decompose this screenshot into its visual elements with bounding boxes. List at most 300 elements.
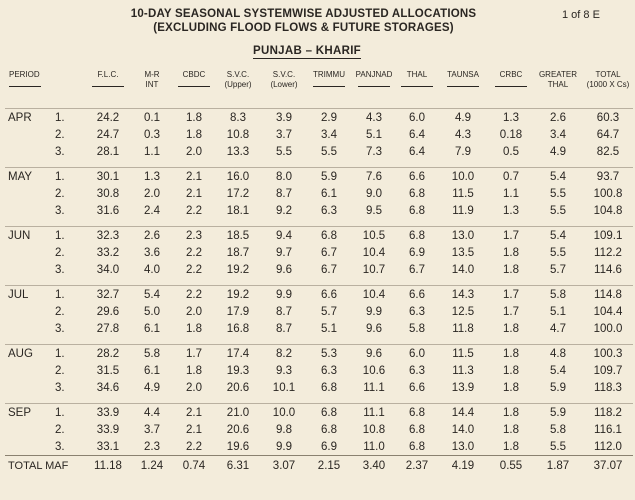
col-header-panjnad: PANJNAD — [351, 70, 397, 109]
cell-mr-int: 0.3 — [144, 128, 160, 141]
spacer-cell — [5, 337, 633, 345]
cell-taunsa: 10.0 — [437, 168, 489, 186]
cell-total: 116.1 — [594, 423, 622, 436]
table-row — [5, 379, 633, 396]
col-header-mr-int: M-R INT — [144, 70, 160, 89]
col-header-svc-upper: S.V.C. (Upper) — [224, 70, 252, 89]
cell-greater-thal: 4.8 — [533, 345, 583, 363]
month-label: MAY — [5, 168, 55, 186]
cell-total: 104.8 — [593, 204, 623, 217]
cell-total: 112.2 — [594, 246, 622, 259]
period-index: 1. — [55, 227, 85, 245]
cell-svc-lower: 8.0 — [261, 168, 307, 186]
cell-greater-thal: 5.7 — [550, 263, 566, 276]
cell-panjnad: 10.8 — [362, 423, 386, 436]
cell-greater-thal: 5.1 — [550, 305, 566, 318]
col-header-svc-lower: S.V.C. (Lower) — [270, 70, 298, 89]
cell-flc: 32.7 — [85, 286, 131, 304]
table-row — [5, 227, 633, 245]
cell-taunsa: 14.0 — [451, 423, 475, 436]
cell-trimmu: 5.9 — [307, 168, 351, 186]
cell-cbdc: 2.1 — [173, 168, 215, 186]
cell-total: 100.0 — [593, 322, 623, 335]
cell-svc-lower: 9.2 — [276, 204, 292, 217]
row-spacer — [5, 278, 633, 286]
cell-thal: 6.8 — [409, 440, 425, 453]
cell-trimmu: 6.1 — [321, 187, 337, 200]
table-row — [5, 244, 633, 261]
cell-cbdc: 1.8 — [186, 364, 202, 377]
document-subtitle-exclusions: (EXCLUDING FLOOD FLOWS & FUTURE STORAGES) — [153, 22, 454, 34]
table-row — [5, 143, 633, 160]
table-row — [5, 320, 633, 337]
cell-cbdc: 2.1 — [186, 187, 202, 200]
cell-thal: 6.4 — [409, 128, 425, 141]
col-header-cbdc: CBDC — [173, 70, 215, 109]
period-index: 3. — [55, 204, 65, 217]
cell-trimmu: 6.8 — [321, 423, 337, 436]
cell-panjnad: 9.6 — [351, 345, 397, 363]
cell-crbc: 1.8 — [489, 404, 533, 422]
cell-taunsa: 11.3 — [452, 364, 474, 377]
cell-mr-int: 4.4 — [131, 404, 173, 422]
cell-svc-upper: 16.0 — [215, 168, 261, 186]
cell-thal: 6.8 — [409, 423, 425, 436]
col-header-taunsa: TAUNSA — [437, 70, 489, 109]
period-index: 2. — [55, 246, 65, 259]
cell-panjnad: 10.5 — [351, 227, 397, 245]
month-label: AUG — [5, 345, 55, 363]
cell-total: 104.4 — [593, 305, 623, 318]
month-label — [5, 126, 55, 143]
cell-taunsa: 14.4 — [437, 404, 489, 422]
period-index: 3. — [55, 322, 65, 335]
cell-crbc: 0.5 — [503, 145, 519, 158]
cell-thal: 6.0 — [397, 109, 437, 127]
cell-total: 100.8 — [593, 187, 623, 200]
cell-taunsa: 11.8 — [452, 322, 474, 335]
cell-svc-upper: 16.8 — [226, 322, 250, 335]
cell-crbc: 1.8 — [503, 440, 519, 453]
total-total: 37.07 — [583, 456, 633, 477]
cell-svc-lower: 9.8 — [276, 423, 292, 436]
period-index: 1. — [55, 109, 85, 127]
total-trimmu: 2.15 — [307, 456, 351, 477]
page-number: 1 of 8 E — [562, 9, 600, 21]
cell-greater-thal: 4.9 — [550, 145, 566, 158]
col-header-trimmu: TRIMMU — [307, 70, 351, 109]
row-spacer — [5, 219, 633, 227]
cell-panjnad: 7.6 — [351, 168, 397, 186]
cell-flc: 28.2 — [85, 345, 131, 363]
month-label — [5, 261, 55, 278]
cell-crbc: 1.7 — [489, 286, 533, 304]
period-index: 1. — [55, 404, 85, 422]
period-index: 2. — [55, 187, 65, 200]
cell-cbdc: 2.2 — [186, 204, 202, 217]
cell-trimmu: 5.5 — [321, 145, 337, 158]
cell-panjnad: 11.0 — [363, 440, 385, 453]
month-label — [5, 303, 55, 320]
table-row — [5, 438, 633, 456]
cell-trimmu: 6.9 — [321, 440, 337, 453]
cell-panjnad: 4.3 — [351, 109, 397, 127]
cell-mr-int: 6.1 — [144, 322, 160, 335]
cell-svc-upper: 19.6 — [226, 440, 250, 453]
cell-svc-lower: 8.7 — [276, 187, 292, 200]
cell-cbdc: 1.8 — [173, 109, 215, 127]
table-row — [5, 109, 633, 127]
cell-svc-lower: 8.2 — [261, 345, 307, 363]
cell-mr-int: 5.8 — [131, 345, 173, 363]
cell-taunsa: 11.5 — [452, 187, 474, 200]
cell-panjnad: 10.6 — [362, 364, 386, 377]
cell-cbdc: 2.0 — [186, 381, 202, 394]
cell-flc: 34.0 — [96, 263, 120, 276]
table-row — [5, 303, 633, 320]
cell-total: 64.7 — [596, 128, 620, 141]
table-row — [5, 286, 633, 304]
month-label — [5, 244, 55, 261]
cell-crbc: 1.8 — [503, 322, 519, 335]
cell-flc: 34.6 — [96, 381, 120, 394]
cell-mr-int: 2.6 — [131, 227, 173, 245]
cell-crbc: 1.1 — [503, 187, 519, 200]
cell-greater-thal: 3.4 — [550, 128, 566, 141]
cell-panjnad: 11.1 — [363, 381, 385, 394]
cell-greater-thal: 4.7 — [550, 322, 566, 335]
period-index: 2. — [55, 364, 65, 377]
cell-trimmu: 5.1 — [321, 322, 337, 335]
cell-trimmu: 6.3 — [321, 364, 337, 377]
total-flc: 11.18 — [85, 456, 131, 477]
cell-thal: 6.6 — [397, 168, 437, 186]
month-label — [5, 421, 55, 438]
cell-mr-int: 4.0 — [144, 263, 160, 276]
period-index: 1. — [55, 286, 85, 304]
cell-svc-lower: 10.0 — [261, 404, 307, 422]
spacer-cell — [5, 160, 633, 168]
cell-flc: 31.6 — [96, 204, 120, 217]
cell-flc: 31.5 — [96, 364, 120, 377]
table-row — [5, 202, 633, 219]
cell-trimmu: 6.3 — [321, 204, 337, 217]
cell-crbc: 1.7 — [489, 227, 533, 245]
month-label — [5, 379, 55, 396]
cell-trimmu: 3.4 — [321, 128, 337, 141]
cell-panjnad: 5.1 — [366, 128, 382, 141]
cell-cbdc: 2.2 — [173, 286, 215, 304]
cell-trimmu: 6.7 — [321, 263, 337, 276]
cell-svc-upper: 19.2 — [226, 263, 250, 276]
table-row — [5, 404, 633, 422]
table-row — [5, 185, 633, 202]
cell-svc-upper: 20.6 — [226, 423, 250, 436]
month-label: JUL — [5, 286, 55, 304]
total-thal: 2.37 — [397, 456, 437, 477]
table-row — [5, 168, 633, 186]
allocation-table — [5, 70, 633, 476]
total-row — [5, 456, 633, 477]
cell-taunsa: 13.0 — [451, 440, 475, 453]
total-panjnad: 3.40 — [351, 456, 397, 477]
cell-svc-lower: 8.7 — [276, 305, 292, 318]
period-index: 2. — [55, 128, 65, 141]
cell-cbdc: 2.1 — [186, 423, 202, 436]
cell-greater-thal: 5.9 — [550, 381, 566, 394]
document-title: 10-DAY SEASONAL SYSTEMWISE ADJUSTED ALLOCATIONS — [130, 8, 477, 20]
total-svc-lower: 3.07 — [261, 456, 307, 477]
total-crbc: 0.55 — [489, 456, 533, 477]
cell-mr-int: 3.6 — [144, 246, 160, 259]
cell-panjnad: 11.1 — [351, 404, 397, 422]
cell-thal: 6.4 — [409, 145, 425, 158]
cell-greater-thal: 5.5 — [550, 246, 566, 259]
cell-flc: 32.3 — [85, 227, 131, 245]
cell-flc: 33.9 — [96, 423, 120, 436]
cell-taunsa: 13.0 — [437, 227, 489, 245]
period-index: 1. — [55, 168, 85, 186]
spacer-cell — [5, 396, 633, 404]
cell-cbdc: 2.2 — [186, 263, 202, 276]
cell-trimmu: 6.7 — [321, 246, 337, 259]
cell-taunsa: 13.9 — [451, 381, 475, 394]
cell-thal: 6.6 — [397, 286, 437, 304]
row-spacer — [5, 337, 633, 345]
cell-mr-int: 5.0 — [144, 305, 160, 318]
cell-trimmu: 5.7 — [321, 305, 337, 318]
cell-crbc: 1.8 — [489, 345, 533, 363]
cell-cbdc: 2.2 — [186, 440, 202, 453]
cell-thal: 6.0 — [397, 345, 437, 363]
cell-mr-int: 0.1 — [131, 109, 173, 127]
cell-thal: 6.8 — [409, 204, 425, 217]
cell-mr-int: 1.3 — [131, 168, 173, 186]
cell-total: 109.7 — [593, 364, 623, 377]
row-spacer — [5, 160, 633, 168]
cell-crbc: 1.8 — [503, 263, 519, 276]
cell-svc-upper: 19.3 — [226, 364, 250, 377]
table-row — [5, 362, 633, 379]
cell-trimmu: 6.8 — [321, 381, 337, 394]
col-header-total: TOTAL (1000 X Cs) — [586, 70, 630, 89]
cell-svc-upper: 18.5 — [215, 227, 261, 245]
cell-panjnad: 7.3 — [366, 145, 382, 158]
cell-flc: 30.1 — [85, 168, 131, 186]
cell-greater-thal: 5.9 — [533, 404, 583, 422]
table-row — [5, 126, 633, 143]
cell-taunsa: 4.9 — [437, 109, 489, 127]
col-header-flc: F.L.C. — [85, 70, 131, 109]
table-row — [5, 261, 633, 278]
cell-svc-upper: 10.8 — [226, 128, 250, 141]
total-greater-thal: 1.87 — [533, 456, 583, 477]
cell-greater-thal: 5.4 — [550, 364, 566, 377]
cell-svc-lower: 5.5 — [276, 145, 292, 158]
cell-total: 100.3 — [583, 345, 633, 363]
cell-trimmu: 2.9 — [307, 109, 351, 127]
table-row — [5, 421, 633, 438]
month-label — [5, 143, 55, 160]
period-index: 3. — [55, 263, 65, 276]
cell-svc-upper: 18.1 — [226, 204, 250, 217]
col-header-thal: THAL — [397, 70, 437, 109]
cell-thal: 6.3 — [409, 305, 425, 318]
cell-mr-int: 6.1 — [144, 364, 160, 377]
spacer-cell — [5, 278, 633, 286]
cell-crbc: 1.8 — [503, 381, 519, 394]
cell-svc-upper: 21.0 — [215, 404, 261, 422]
table-body — [5, 109, 633, 477]
cell-thal: 6.6 — [409, 381, 425, 394]
cell-svc-lower: 9.3 — [276, 364, 292, 377]
cell-taunsa: 7.9 — [455, 145, 471, 158]
month-label: JUN — [5, 227, 55, 245]
cell-crbc: 1.8 — [503, 364, 519, 377]
cell-cbdc: 1.7 — [173, 345, 215, 363]
header-row — [5, 70, 633, 109]
row-spacer — [5, 396, 633, 404]
cell-mr-int: 4.9 — [144, 381, 160, 394]
cell-svc-upper: 20.6 — [226, 381, 250, 394]
cell-cbdc: 1.8 — [186, 128, 202, 141]
cell-trimmu: 6.8 — [307, 404, 351, 422]
cell-taunsa: 13.5 — [451, 246, 475, 259]
cell-flc: 33.9 — [85, 404, 131, 422]
cell-total: 114.6 — [594, 263, 622, 276]
month-label — [5, 438, 55, 456]
cell-flc: 27.8 — [96, 322, 120, 335]
cell-taunsa: 11.5 — [437, 345, 489, 363]
cell-thal: 6.8 — [409, 187, 425, 200]
cell-mr-int: 2.4 — [144, 204, 160, 217]
cell-flc: 33.1 — [96, 440, 120, 453]
cell-taunsa: 14.0 — [451, 263, 475, 276]
cell-trimmu: 5.3 — [307, 345, 351, 363]
cell-total: 118.2 — [583, 404, 633, 422]
cell-total: 112.0 — [594, 440, 622, 453]
cell-flc: 24.2 — [85, 109, 131, 127]
month-label: APR — [5, 109, 55, 127]
cell-greater-thal: 5.8 — [550, 423, 566, 436]
cell-crbc: 1.3 — [503, 204, 519, 217]
cell-thal: 6.9 — [409, 246, 425, 259]
cell-total: 109.1 — [583, 227, 633, 245]
cell-svc-lower: 9.7 — [276, 246, 292, 259]
cell-svc-lower: 3.7 — [276, 128, 292, 141]
period-index: 1. — [55, 345, 85, 363]
cell-svc-lower: 9.6 — [276, 263, 292, 276]
cell-mr-int: 2.3 — [144, 440, 160, 453]
cell-svc-upper: 13.3 — [226, 145, 250, 158]
cell-thal: 6.8 — [397, 404, 437, 422]
cell-panjnad: 10.4 — [351, 286, 397, 304]
cell-flc: 28.1 — [96, 145, 120, 158]
cell-panjnad: 10.7 — [362, 263, 386, 276]
cell-panjnad: 9.6 — [366, 322, 382, 335]
cell-cbdc: 2.2 — [186, 246, 202, 259]
month-label — [5, 362, 55, 379]
cell-svc-lower: 9.9 — [276, 440, 292, 453]
cell-panjnad: 9.5 — [366, 204, 382, 217]
cell-flc: 24.7 — [96, 128, 120, 141]
total-svc-upper: 6.31 — [215, 456, 261, 477]
cell-flc: 30.8 — [96, 187, 120, 200]
cell-svc-upper: 17.4 — [215, 345, 261, 363]
cell-greater-thal: 5.5 — [550, 204, 566, 217]
col-header-greater-thal: GREATER THAL — [538, 70, 578, 89]
cell-svc-lower: 3.9 — [261, 109, 307, 127]
table-row — [5, 345, 633, 363]
cell-flc: 33.2 — [96, 246, 120, 259]
cell-mr-int: 3.7 — [144, 423, 160, 436]
month-label: SEP — [5, 404, 55, 422]
cell-thal: 6.8 — [397, 227, 437, 245]
cell-thal: 5.8 — [409, 322, 425, 335]
cell-svc-upper: 19.2 — [215, 286, 261, 304]
period-index: 2. — [55, 305, 65, 318]
cell-mr-int: 5.4 — [131, 286, 173, 304]
cell-total: 93.7 — [583, 168, 633, 186]
cell-crbc: 1.8 — [503, 423, 519, 436]
cell-crbc: 1.3 — [489, 109, 533, 127]
cell-svc-lower: 9.4 — [261, 227, 307, 245]
cell-greater-thal: 5.4 — [533, 168, 583, 186]
cell-svc-upper: 8.3 — [215, 109, 261, 127]
cell-svc-lower: 10.1 — [272, 381, 296, 394]
total-taunsa: 4.19 — [437, 456, 489, 477]
cell-cbdc: 2.0 — [186, 145, 202, 158]
col-header-crbc: CRBC — [489, 70, 533, 109]
cell-taunsa: 11.9 — [452, 204, 474, 217]
cell-cbdc: 2.3 — [173, 227, 215, 245]
cell-panjnad: 10.4 — [362, 246, 386, 259]
cell-cbdc: 2.0 — [186, 305, 202, 318]
cell-crbc: 0.7 — [489, 168, 533, 186]
total-mr-int: 1.24 — [131, 456, 173, 477]
cell-taunsa: 4.3 — [455, 128, 471, 141]
cell-taunsa: 14.3 — [437, 286, 489, 304]
cell-panjnad: 9.9 — [366, 305, 382, 318]
month-label — [5, 202, 55, 219]
cell-total: 60.3 — [583, 109, 633, 127]
cell-trimmu: 6.8 — [307, 227, 351, 245]
period-index: 3. — [55, 145, 65, 158]
cell-cbdc: 2.1 — [173, 404, 215, 422]
cell-taunsa: 12.5 — [451, 305, 475, 318]
cell-mr-int: 1.1 — [144, 145, 160, 158]
cell-svc-upper: 17.2 — [226, 187, 250, 200]
cell-mr-int: 2.0 — [144, 187, 160, 200]
cell-total: 82.5 — [596, 145, 620, 158]
cell-flc: 29.6 — [96, 305, 120, 318]
cell-total: 114.8 — [583, 286, 633, 304]
cell-crbc: 1.7 — [503, 305, 519, 318]
total-label: TOTAL MAF — [5, 456, 85, 477]
month-label — [5, 185, 55, 202]
total-cbdc: 0.74 — [173, 456, 215, 477]
period-index: 3. — [55, 440, 65, 453]
cell-thal: 6.3 — [409, 364, 425, 377]
cell-greater-thal: 5.5 — [550, 187, 566, 200]
cell-crbc: 0.18 — [499, 128, 523, 141]
cell-crbc: 1.8 — [503, 246, 519, 259]
cell-greater-thal: 2.6 — [533, 109, 583, 127]
cell-greater-thal: 5.8 — [533, 286, 583, 304]
cell-svc-lower: 8.7 — [276, 322, 292, 335]
month-label — [5, 320, 55, 337]
cell-total: 118.3 — [594, 381, 622, 394]
